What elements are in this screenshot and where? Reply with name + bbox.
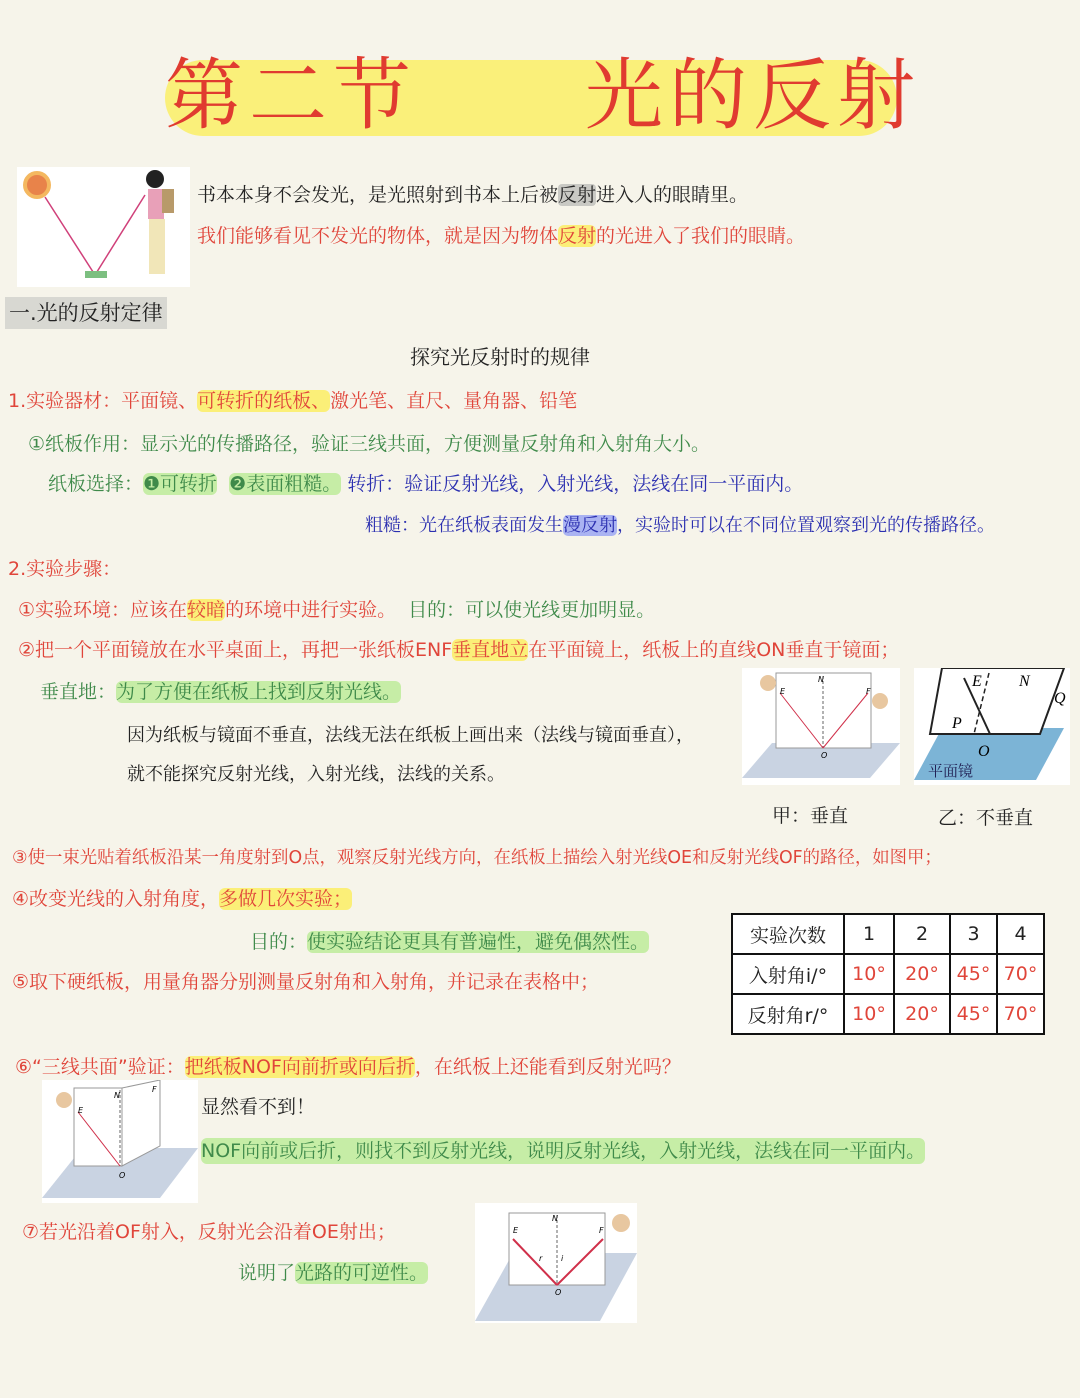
sun-icon	[25, 173, 49, 197]
vertical-label: 垂直地：	[40, 681, 117, 703]
step5: ⑤取下硬纸板，用量角器分别测量反射角和入射角，并记录在表格中；	[12, 971, 600, 993]
step6: ⑥“三线共面”验证：	[15, 1056, 185, 1078]
step1: ①实验环境：应该在	[18, 599, 188, 621]
step6-conclusion: NOF向前或后折，则找不到反射光线，说明反射光线，入射光线，法线在同一平面内。	[201, 1140, 926, 1162]
book-icon	[85, 271, 107, 278]
step2-end: 在平面镜上，纸板上的直线ON垂直于镜面；	[528, 639, 900, 661]
intro-line2-end: 的光进入了我们的眼睛。	[596, 225, 806, 247]
table-row	[732, 994, 1044, 1034]
svg-text:O: O	[821, 751, 828, 760]
step1-purpose: 目的：可以使光线更加明显。	[408, 599, 656, 621]
row-label: 入射角i/°	[732, 954, 844, 994]
table-cell: 10°	[844, 994, 894, 1034]
table-cell: 70°	[997, 994, 1044, 1034]
steps-heading: 2.实验步骤：	[8, 558, 122, 580]
step7: ⑦若光沿着OF射入，反射光会沿着OE射出；	[22, 1221, 396, 1243]
equipment-rest: 激光笔、直尺、量角器、铅笔	[330, 390, 578, 412]
person-icon	[148, 189, 164, 219]
table-header: 1	[844, 914, 894, 954]
vertical-reason: 为了方便在纸板上找到反射光线。	[116, 681, 402, 703]
svg-text:F: F	[152, 1085, 157, 1094]
svg-text:F: F	[599, 1226, 604, 1235]
hand-icon	[56, 1092, 72, 1108]
step4: ④改变光线的入射角度，	[12, 888, 220, 910]
row-label: 反射角r/°	[732, 994, 844, 1034]
table-row	[732, 954, 1044, 994]
board-choice-2: ❷表面粗糙。	[229, 473, 342, 495]
table-cell: 45°	[950, 954, 997, 994]
intro-illustration	[17, 167, 190, 287]
fold-explanation: 转折：验证反射光线，入射光线，法线在同一平面内。	[347, 473, 804, 495]
table-header: 3	[950, 914, 997, 954]
diffuse-reflection: 漫反射	[563, 515, 617, 536]
equipment-highlight: 可转折的纸板、	[197, 390, 331, 412]
intro-line2: 我们能够看见不发光的物体，就是因为物体	[197, 225, 559, 247]
rough-explanation-end: ，实验时可以在不同位置观察到光的传播路径。	[617, 515, 995, 536]
step6-question: ，在纸板上还能看到反射光吗？	[414, 1056, 681, 1078]
svg-text:E: E	[972, 673, 982, 690]
hand-icon	[612, 1214, 630, 1232]
rough-explanation: 粗糙：光在纸板表面发生	[365, 515, 563, 536]
intro-keyword-2: 反射	[558, 225, 597, 247]
svg-text:Q: Q	[1054, 690, 1066, 707]
table-header-row	[732, 914, 1044, 954]
step7-label: 说明了	[238, 1262, 296, 1284]
svg-text:O: O	[119, 1171, 126, 1180]
svg-text:平面镜: 平面镜	[928, 764, 974, 780]
vertical-note-1: 因为纸板与镜面不垂直，法线无法在纸板上画出来（法线与镜面垂直），	[127, 725, 694, 746]
caption-yi: 乙：不垂直	[938, 807, 1034, 829]
table-cell: 10°	[844, 954, 894, 994]
data-table	[731, 913, 1045, 1035]
table-header: 4	[997, 914, 1044, 954]
svg-text:r: r	[539, 1254, 543, 1263]
page-title: 第二节 光的反射	[165, 51, 922, 141]
figure-yi	[914, 668, 1070, 785]
caption-jia: 甲：垂直	[772, 805, 849, 827]
svg-text:N: N	[818, 675, 824, 684]
purpose-label: 目的：	[250, 931, 308, 953]
step7-conclusion: 光路的可逆性。	[295, 1262, 429, 1284]
vertical-note-2: 就不能探究反射光线，入射光线，法线的关系。	[127, 764, 505, 785]
table-cell: 20°	[894, 954, 950, 994]
intro-keyword: 反射	[558, 184, 597, 206]
table-cell: 70°	[997, 954, 1044, 994]
table-header: 实验次数	[732, 914, 844, 954]
svg-text:N: N	[552, 1214, 558, 1223]
step2: ②把一个平面镜放在水平桌面上，再把一张纸板ENF	[18, 639, 453, 661]
board-choice-1: ❶可转折	[143, 473, 218, 495]
svg-text:O: O	[555, 1288, 562, 1297]
intro-line1-end: 进入人的眼睛里。	[596, 184, 749, 206]
board-use: ①纸板作用：显示光的传播路径，验证三线共面，方便测量反射角和入射角大小。	[28, 433, 711, 455]
table-header: 2	[894, 914, 950, 954]
figure-folded	[42, 1080, 198, 1203]
svg-text:N: N	[1019, 673, 1030, 690]
answer-text: 显然看不到！	[201, 1096, 316, 1118]
table-cell: 45°	[950, 994, 997, 1034]
purpose-text: 使实验结论更具有普遍性，避免偶然性。	[307, 931, 650, 953]
intro-line1: 书本本身不会发光，是光照射到书本上后被	[197, 184, 559, 206]
step6-highlight: 把纸板NOF向前折或向后折	[184, 1056, 415, 1078]
svg-text:F: F	[866, 687, 871, 696]
figure-reversible	[475, 1203, 637, 1323]
svg-text:N: N	[114, 1091, 120, 1100]
step4-highlight: 多做几次实验；	[219, 888, 353, 910]
section-heading: 一.光的反射定律	[5, 297, 167, 329]
step1-highlight: 较暗	[187, 599, 226, 621]
svg-text:i: i	[561, 1254, 564, 1263]
section-subtitle: 探究光反射时的规律	[410, 345, 590, 369]
table-cell: 20°	[894, 994, 950, 1034]
svg-text:E: E	[78, 1106, 84, 1115]
board-choice-label: 纸板选择：	[48, 473, 144, 495]
svg-text:E: E	[513, 1226, 519, 1235]
step1-end: 的环境中进行实验。	[225, 599, 397, 621]
equipment-label: 1.实验器材：平面镜、	[8, 390, 198, 412]
svg-text:P: P	[952, 715, 962, 732]
hand-icon	[760, 675, 776, 691]
svg-text:E: E	[780, 687, 786, 696]
figure-jia	[742, 668, 900, 785]
svg-text:O: O	[978, 743, 990, 760]
step3: ③使一束光贴着纸板沿某一角度射到O点，观察反射光线方向，在纸板上描绘入射光线OE和反射光线OF的路径，如图甲；	[12, 848, 942, 868]
hand-icon	[872, 693, 888, 709]
step2-highlight: 垂直地立	[452, 639, 529, 661]
